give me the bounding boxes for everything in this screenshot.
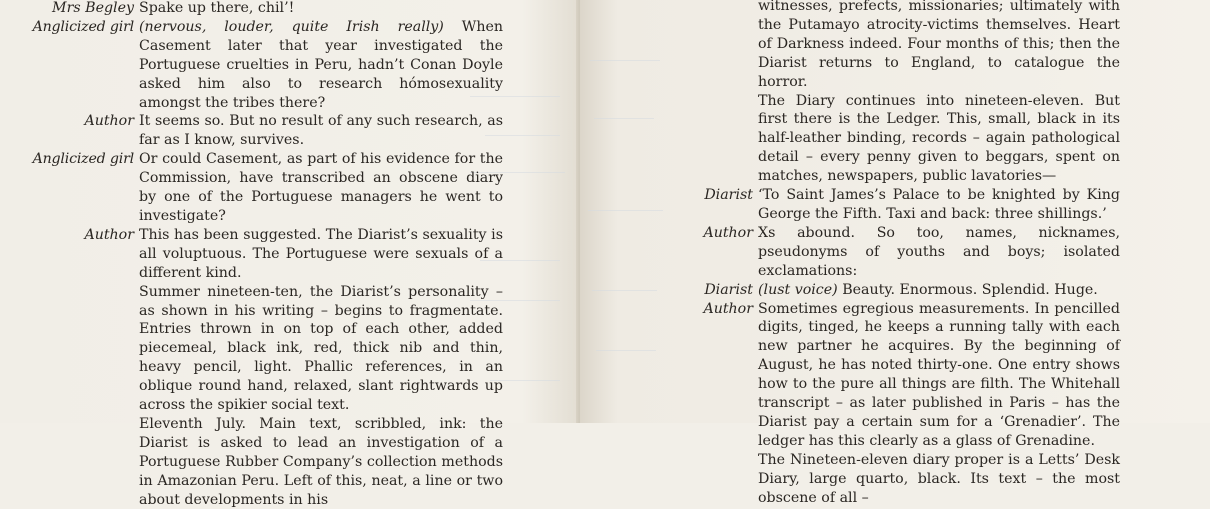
stage-direction: (nervous, louder, quite Irish really)	[139, 18, 444, 35]
paragraph	[139, 415, 503, 509]
dialogue-entry	[84, 112, 503, 150]
speaker-label: Diarist	[704, 281, 753, 298]
dialogue-entry	[84, 226, 503, 283]
dialogue-entry	[704, 186, 1120, 224]
speaker-label: Mrs Begley	[52, 0, 134, 16]
entry-text-body: When Casement later that year investigated the Portuguese cruelties in Peru, hadn’t Conan Doyle asked him also to research hómosexuality amongst the tribes there?	[139, 18, 504, 111]
entry-text	[139, 18, 503, 113]
left-page	[0, 0, 580, 508]
dialogue-entry	[704, 281, 1120, 300]
paragraph	[758, 451, 1120, 508]
dialogue-entry	[703, 224, 1120, 281]
entry-text: Summer nineteen-ten, the Diarist’s personality – as shown in his writing – begins to fragmentate. Entries thrown in on top of each other, added piecemeal, black ink, red, thick nib and thin, heavy pencil, light. Phallic references, in an oblique round hand, relaxed, slant rightwards up across the spikier social text.	[139, 283, 503, 414]
entry-text: This has been suggested. The Diarist’s sexuality is all voluptuous. The Portuguese were sexuals of a different kind.	[139, 226, 503, 281]
speaker-label: Anglicized girl	[32, 151, 134, 168]
left-text-column	[32, 0, 504, 509]
right-text-column	[703, 0, 1120, 507]
dialogue-entry	[32, 150, 503, 226]
paragraph	[139, 283, 503, 415]
paragraph	[758, 0, 1120, 92]
paragraph	[758, 92, 1120, 187]
dialogue-entry	[52, 0, 503, 18]
entry-text: It seems so. But no result of any such research, as far as I know, survives.	[139, 113, 503, 149]
dialogue-entry	[32, 18, 504, 113]
speaker-label: Author	[84, 226, 134, 243]
speaker-label: Author	[703, 224, 753, 241]
right-page	[580, 0, 1210, 506]
dialogue-entry	[703, 300, 1120, 451]
entry-text: ‘To Saint James’s Palace to be knighted by King George the Fifth. Taxi and back: three shillings.’	[758, 187, 1120, 222]
entry-text: Spake up there, chil’!	[139, 0, 295, 16]
entry-text: Xs abound. So too, names, nicknames, pseudonyms of youths and boys; isolated exclamations:	[758, 224, 1120, 279]
entry-text: Sometimes egregious measurements. In pencilled digits, tinged, he keeps a running tally with each new partner he acquires. By the beginning of August, he has noted thirty-one. One entry shows how to the pure all things are filth. The Whitehall transcript – as later published in Paris – has the Diarist pay a certain sum for a ‘Grenadier’. The ledger has this clearly as a glass of Grenadine.	[758, 300, 1120, 449]
entry-text-body: Beauty. Enormous. Splendid. Huge.	[837, 281, 1098, 298]
speaker-label: Anglicized girl	[32, 18, 134, 35]
entry-text: Eleventh July. Main text, scribbled, ink: the Diarist is asked to lead an investigation of a Portuguese Rubber Company’s collection methods in Amazonian Peru. Left of this, neat, a line or two about developments in his	[139, 415, 503, 508]
stage-direction: (lust voice)	[758, 281, 838, 298]
speaker-label: Author	[84, 113, 134, 130]
entry-text: The Diary continues into nineteen-eleven. But first there is the Ledger. This, small, black in its half-leather binding, records – again pathological detail – every penny given to beggars, spent on matches, newspapers, public lavatories—	[758, 92, 1120, 185]
speaker-label: Author	[703, 300, 753, 317]
speaker-label: Diarist	[704, 187, 753, 204]
entry-text: The Nineteen-eleven diary proper is a Letts’ Desk Diary, large quarto, black. Its text – the most obscene of all –	[758, 451, 1120, 506]
entry-text: witnesses, prefects, missionaries; ultimately with the Putamayo atrocity-victims themselves. Heart of Darkness indeed. Four months of this; then the Diarist returns to England, to catalogue the horror.	[758, 0, 1120, 90]
entry-text: Or could Casement, as part of his evidence for the Commission, have transcribed an obscene diary by one of the Portuguese managers he went to investigate?	[139, 151, 503, 224]
entry-text	[758, 281, 1120, 300]
